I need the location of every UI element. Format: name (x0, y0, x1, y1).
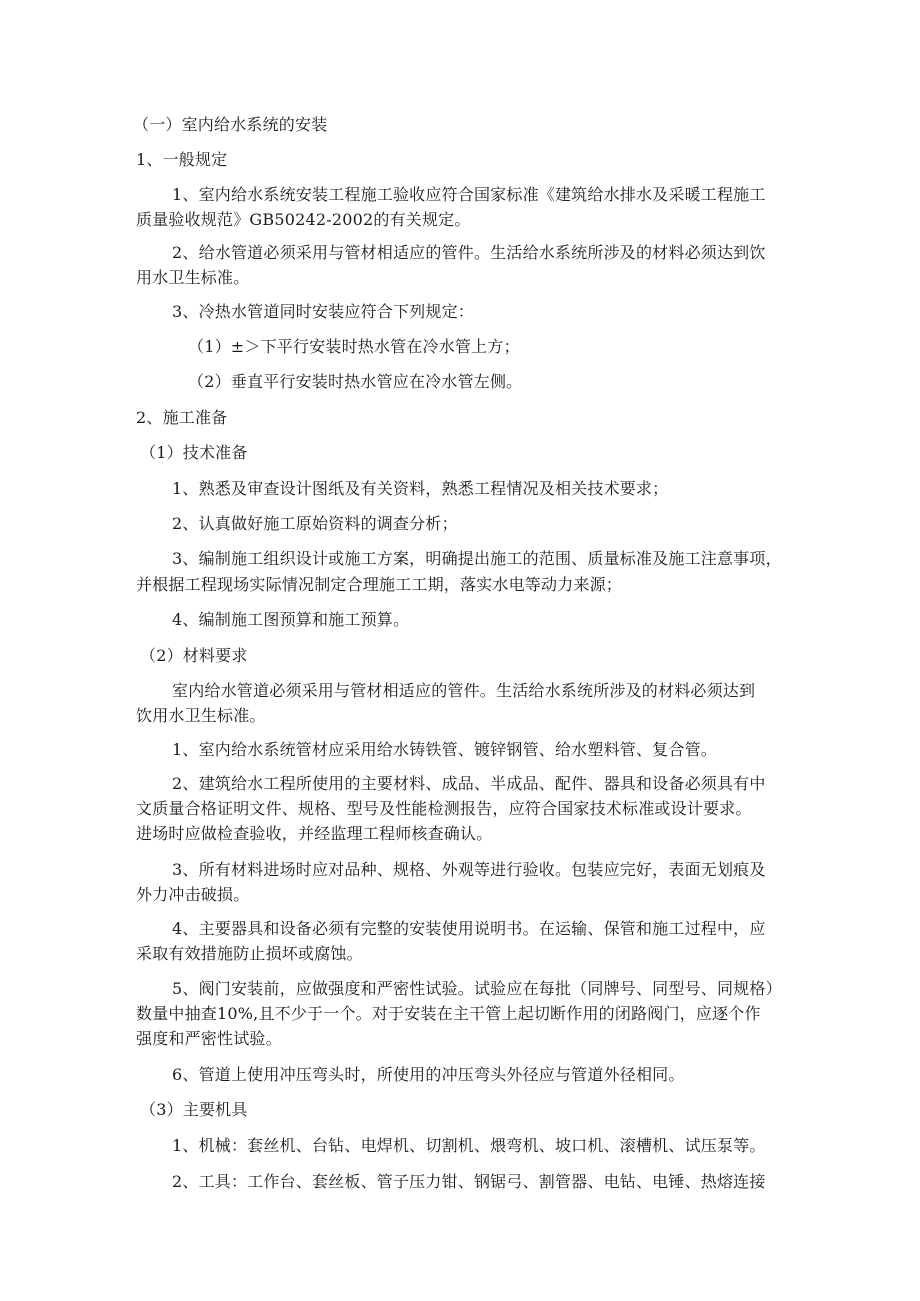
subheading-technical: （1）技术准备 (140, 443, 248, 462)
list-item-cont: 并根据工程现场实际情况制定合理施工工期，落实水电等动力来源； (136, 575, 623, 594)
list-item-cont: 文质量合格证明文件、规格、型号及性能检测报告，应符合国家技术标准或设计要求。 (136, 799, 752, 818)
list-item: 1、机械：套丝机、台钻、电焊机、切割机、煨弯机、坡口机、滚槽机、试压泵等。 (172, 1136, 766, 1155)
paragraph-line: 2、给水管道必须采用与管材相适应的管件。生活给水系统所涉及的材料必须达到饮 (172, 243, 766, 262)
list-item: 3、所有材料进场时应对品种、规格、外观等进行验收。包装应完好，表面无划痕及 (172, 860, 766, 879)
list-item-cont: 进场时应做检查验收，并经监理工程师核查确认。 (136, 824, 493, 843)
paragraph-line: 室内给水管道必须采用与管材相适应的管件。生活给水系统所涉及的材料必须达到 (172, 681, 756, 700)
list-item-cont: 采取有效措施防止损坏或腐蚀。 (136, 944, 363, 963)
paragraph-line: 1、室内给水系统安装工程施工验收应符合国家标准《建筑给水排水及采暖工程施工 (172, 185, 766, 204)
subheading-materials: （2）材料要求 (140, 646, 248, 665)
heading-preparation: 2、施工准备 (136, 408, 228, 427)
list-item-cont: 强度和严密性试验。 (136, 1029, 282, 1048)
list-item: 3、编制施工组织设计或施工方案，明确提出施工的范围、质量标准及施工注意事项， (172, 549, 782, 568)
paragraph-line: 质量验收规范》GB50242-2002的有关规定。 (136, 210, 471, 229)
paragraph-line: 饮用水卫生标准。 (136, 706, 266, 725)
section-title: （一）室内给水系统的安装 (133, 115, 328, 134)
heading-general-rules: 1、一般规定 (136, 150, 228, 169)
list-item: 4、主要器具和设备必须有完整的安装使用说明书。在运输、保管和施工过程中，应 (172, 919, 766, 938)
sub-item: （1）±＞下平行安装时热水管在冷水管上方； (188, 337, 520, 356)
list-item: 2、建筑给水工程所使用的主要材料、成品、半成品、配件、器具和设备必须具有中 (172, 774, 766, 793)
paragraph-line: 3、冷热水管道同时安装应符合下列规定： (172, 302, 474, 321)
list-item-cont: 数量中抽查10%,且不少于一个。对于安装在主干管上起切断作用的闭路阀门，应逐个作 (136, 1004, 761, 1023)
list-item: 1、熟悉及审查设计图纸及有关资料，熟悉工程情况及相关技术要求； (172, 479, 669, 498)
list-item-cont: 外力冲击破损。 (136, 885, 250, 904)
list-item: 1、室内给水系统管材应采用给水铸铁管、镀锌钢管、给水塑料管、复合管。 (172, 740, 717, 759)
list-item: 4、编制施工图预算和施工预算。 (172, 610, 410, 629)
list-item: 2、工具：工作台、套丝板、管子压力钳、钢锯弓、割管器、电钻、电锤、热熔连接 (172, 1172, 766, 1191)
sub-item: （2）垂直平行安装时热水管应在冷水管左侧。 (188, 372, 523, 391)
list-item: 2、认真做好施工原始资料的调查分析； (172, 514, 458, 533)
subheading-tools: （3）主要机具 (140, 1100, 248, 1119)
list-item: 6、管道上使用冲压弯头时，所使用的冲压弯头外径应与管道外径相同。 (172, 1065, 685, 1084)
list-item: 5、阀门安装前，应做强度和严密性试验。试验应在每批（同牌号、同型号、同规格） (172, 979, 782, 998)
paragraph-line: 用水卫生标准。 (136, 268, 250, 287)
